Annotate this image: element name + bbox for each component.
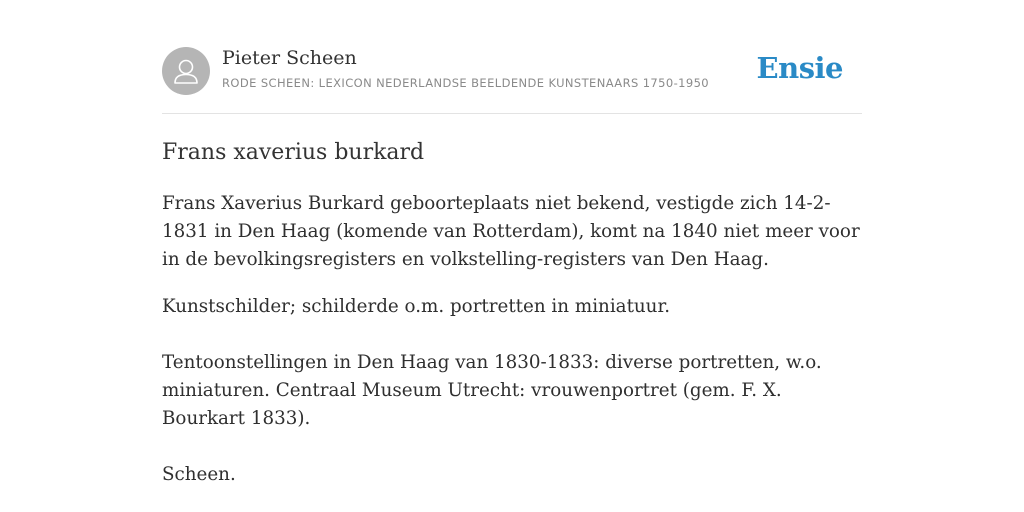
avatar[interactable] [162,47,210,95]
brand-logo[interactable]: Ensie [756,51,843,85]
article-paragraph: Frans Xaverius Burkard geboorteplaats niet bekend, vestigde zich 14-2-1831 in Den Haag (komende van Rotterdam), komt na 1840 niet meer voor in de bevolkingsregisters en volkstelling-registers van Den Haag. [162,193,860,270]
article-header [162,0,862,114]
article-paragraph: Tentoonstellingen in Den Haag van 1830-1833: diverse portretten, w.o. miniaturen. Centraal Museum Utrecht: vrouwenportret (gem. F. X. Bourkart 1833). [162,352,822,429]
article-paragraph: Kunstschilder; schilderde o.m. portretten in miniatuur. [162,296,670,317]
author-name[interactable]: Pieter Scheen [222,47,357,69]
source-title[interactable]: RODE SCHEEN: LEXICON NEDERLANDSE BEELDENDE KUNSTENAARS 1750-1950 [222,76,709,90]
user-silhouette-icon [162,47,210,95]
article-title: Frans xaverius burkard [162,140,425,165]
article-paragraph: Scheen. [162,464,236,485]
article-card [162,0,862,512]
